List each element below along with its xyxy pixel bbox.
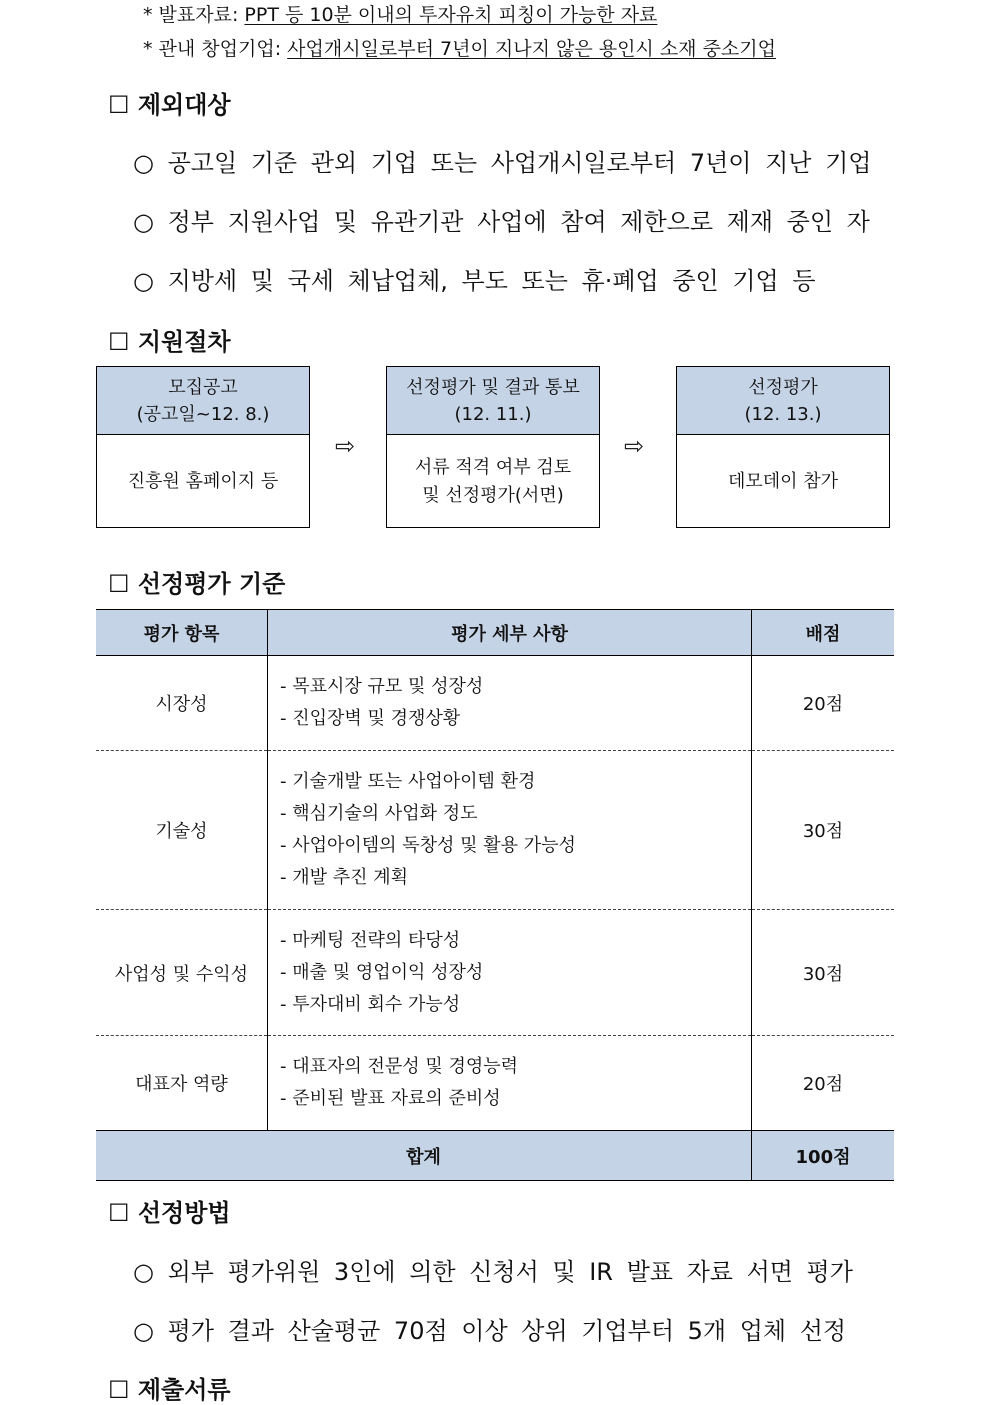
column-header-score: 배점: [752, 610, 895, 656]
detail-line: - 매출 및 영업이익 성장성: [280, 961, 484, 983]
exclusion-item: ○ 공고일 기준 관외 기업 또는 사업개시일로부터 7년이 지난 기업: [133, 149, 872, 177]
step-header: [387, 367, 599, 435]
detail-line: - 준비된 발표 자료의 준비성: [280, 1088, 501, 1109]
step-body: [97, 435, 309, 529]
criteria-item: 시장성: [96, 656, 268, 751]
column-header-details: 평가 세부 사항: [268, 610, 752, 656]
criteria-score: 20점: [752, 1036, 895, 1131]
step-title: 모집공고: [168, 376, 238, 398]
table-row: [96, 1036, 894, 1131]
criteria-score: 30점: [752, 910, 895, 1036]
step-body-line: 진흥원 홈페이지 등: [127, 471, 279, 492]
step-title: 선정평가: [748, 376, 818, 398]
criteria-details: [268, 1036, 752, 1131]
step-body: [677, 435, 889, 529]
detail-line: - 기술개발 또는 사업아이템 환경: [280, 771, 536, 792]
note-text: PPT 등 10분 이내의 투자유치 피칭이 가능한 자료: [244, 4, 658, 26]
heading-method: ☐ 선정방법: [108, 1199, 231, 1227]
arrow-right-icon: ⇨: [335, 432, 356, 460]
procedure-step-announcement: [96, 366, 310, 528]
detail-line: - 핵심기술의 사업화 정도: [280, 803, 478, 824]
heading-procedure: ☐ 지원절차: [108, 328, 231, 356]
note-text: 사업개시일로부터 7년이 지나지 않은 용인시 소재 중소기업: [287, 38, 776, 60]
total-score: 100점: [752, 1131, 895, 1181]
step-title: 선정평가 및 결과 통보: [406, 376, 580, 398]
heading-documents: ☐ 제출서류: [108, 1376, 231, 1404]
criteria-details: [268, 656, 752, 751]
exclusion-item: ○ 정부 지원사업 및 유관기관 사업에 참여 제한으로 제재 중인 자: [133, 208, 870, 236]
criteria-item: 기술성: [96, 751, 268, 910]
note-presentation: [143, 0, 657, 27]
criteria-item: 대표자 역량: [96, 1036, 268, 1131]
detail-line: - 사업아이템의 독창성 및 활용 가능성: [280, 835, 576, 856]
note-label: * 발표자료:: [143, 4, 245, 26]
heading-criteria: ☐ 선정평가 기준: [108, 570, 286, 598]
method-item: ○ 외부 평가위원 3인에 의한 신청서 및 IR 발표 자료 서면 평가: [133, 1258, 853, 1286]
criteria-score: 30점: [752, 751, 895, 910]
step-body-line: 서류 적격 여부 검토: [414, 457, 572, 478]
step-body-line: 데모데이 참가: [727, 471, 839, 492]
criteria-details: [268, 910, 752, 1036]
detail-line: - 대표자의 전문성 및 경영능력: [280, 1056, 519, 1077]
detail-line: - 투자대비 회수 가능성: [280, 993, 461, 1015]
table-row: [96, 656, 894, 751]
table-header-row: [96, 610, 894, 656]
detail-line: - 개발 추진 계획: [280, 867, 408, 888]
step-body-line: 및 선정평가(서면): [422, 485, 564, 506]
exclusion-item: ○ 지방세 및 국세 체납업체, 부도 또는 휴·폐업 중인 기업 등: [133, 267, 816, 295]
table-row: [96, 751, 894, 910]
heading-exclusion: ☐ 제외대상: [108, 91, 231, 119]
detail-line: - 진입장벽 및 경쟁상황: [280, 708, 461, 729]
criteria-item: 사업성 및 수익성: [96, 910, 268, 1036]
procedure-step-evaluation: [386, 366, 600, 528]
arrow-right-icon: ⇨: [624, 432, 645, 460]
criteria-score: 20점: [752, 656, 895, 751]
step-date: (공고일~12. 8.): [136, 403, 270, 425]
step-date: (12. 13.): [744, 403, 822, 425]
note-startup: [143, 34, 776, 61]
criteria-details: [268, 751, 752, 910]
total-label: 합계: [96, 1131, 752, 1181]
step-date: (12. 11.): [454, 403, 532, 425]
procedure-step-demoday: [676, 366, 890, 528]
table-row: [96, 910, 894, 1036]
step-header: [677, 367, 889, 435]
detail-line: - 마케팅 전략의 타당성: [280, 929, 461, 951]
step-header: [97, 367, 309, 435]
note-label: * 관내 창업기업:: [143, 38, 288, 60]
method-item: ○ 평가 결과 산술평균 70점 이상 상위 기업부터 5개 업체 선정: [133, 1317, 847, 1345]
table-total-row: [96, 1131, 894, 1181]
step-body: [387, 435, 599, 529]
detail-line: - 목표시장 규모 및 성장성: [280, 676, 484, 697]
criteria-table: [96, 609, 894, 1181]
column-header-item: 평가 항목: [96, 610, 268, 656]
